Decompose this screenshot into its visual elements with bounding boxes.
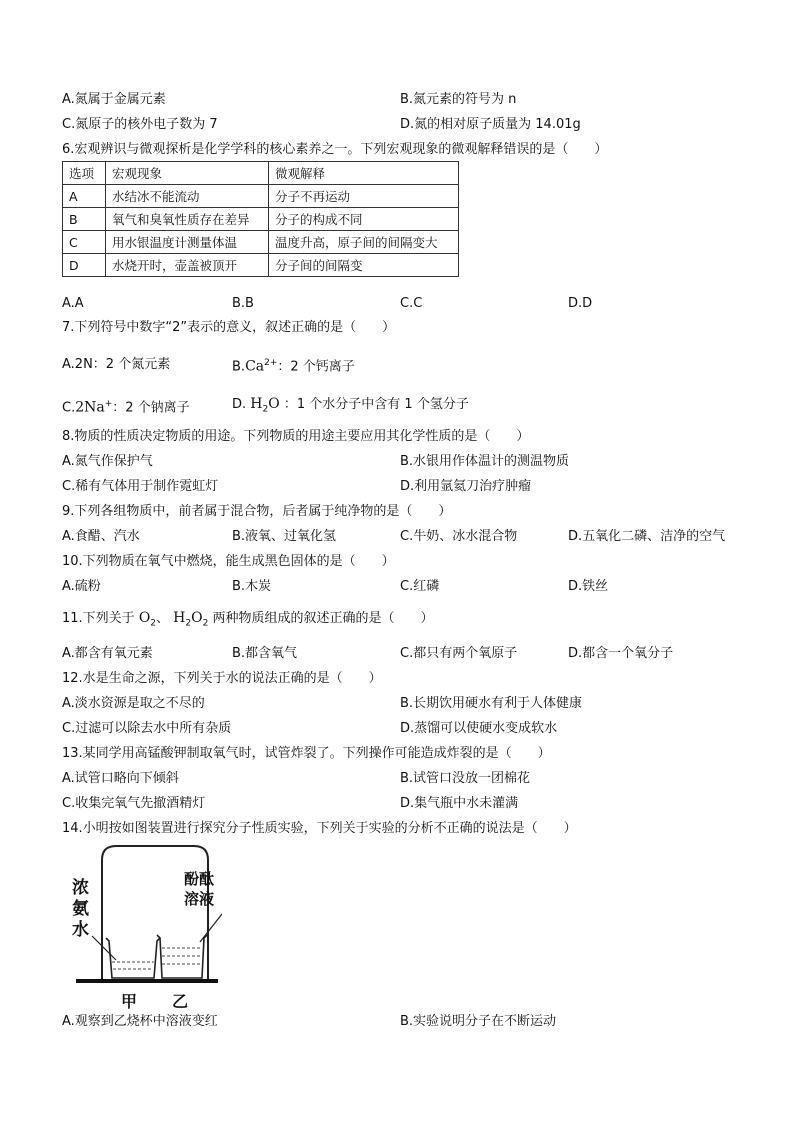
table-row [63, 185, 459, 208]
q8-option-b: B.水银用作体温计的测温物质 [400, 454, 570, 469]
table-cell: C [63, 231, 106, 254]
q7-option-b [232, 354, 355, 376]
q6-option-b: B.B [232, 296, 254, 311]
table-header-cell: 微观解释 [269, 162, 459, 185]
table-row [63, 254, 459, 277]
q7-option-d [232, 395, 469, 419]
q12-option-c: C.过滤可以除去水中所有杂质 [62, 721, 232, 736]
q11-option-b: B.都含氧气 [232, 646, 298, 661]
q9-option-a: A.食醋、汽水 [62, 529, 140, 544]
table-header-row [63, 162, 459, 185]
q8-stem: 8.物质的性质决定物质的用途。下列物质的用途主要应用其化学性质的是（ ） [62, 429, 530, 444]
subscript: 2 [262, 404, 269, 415]
q11-stem [62, 609, 433, 633]
chemical-symbol: H [173, 610, 186, 626]
q10-option-d: D.铁丝 [568, 579, 609, 594]
option-text: ：1 个水分子中含有 1 个氢分子 [283, 397, 469, 412]
table-cell: 温度升高，原子间的间隔变大 [269, 231, 459, 254]
table-cell: 水结冰不能流动 [106, 185, 269, 208]
stem-text: 11.下列关于 [62, 611, 139, 626]
q5-option-a: A.氮属于金属元素 [62, 92, 166, 107]
table-cell: B [63, 208, 106, 231]
q5-option-b: B.氮元素的符号为 n [400, 92, 517, 107]
q12-option-a: A.淡水资源是取之不尽的 [62, 696, 205, 711]
leader-line-left [92, 936, 116, 960]
q13-option-b: B.试管口没放一团棉花 [400, 771, 531, 786]
q12-option-d: D.蒸馏可以使硬水变成软水 [400, 721, 558, 736]
table-cell: 分子的构成不同 [269, 208, 459, 231]
q10-option-a: A.硫粉 [62, 579, 101, 594]
q6-option-a: A.A [62, 296, 84, 311]
table-header-cell: 宏观现象 [106, 162, 269, 185]
q8-option-a: A.氮气作保护气 [62, 454, 153, 469]
chemical-symbol: O [268, 396, 280, 412]
label-beaker-a: 甲 [121, 992, 138, 1011]
table-cell: 水烧开时，壶盖被顶开 [106, 254, 269, 277]
label-phenolphthalein-2: 溶液 [184, 890, 215, 908]
q12-option-b: B.长期饮用硬水有利于人体健康 [400, 696, 583, 711]
q6-stem: 6.宏观辨识与微观探析是化学学科的核心素养之一。下列宏观现象的微观解释错误的是（ ） [62, 142, 608, 157]
label-beaker-b: 乙 [172, 992, 189, 1011]
subscript: 2 [150, 618, 157, 629]
q13-option-c: C.收集完氧气先撤酒精灯 [62, 796, 206, 811]
q12-stem: 12.水是生命之源，下列关于水的说法正确的是（ ） [62, 671, 382, 686]
chemical-symbol: H [250, 396, 263, 412]
chemical-symbol: O [191, 610, 203, 626]
label-phenolphthalein-1: 酚酞 [184, 870, 215, 888]
q8-option-c: C.稀有气体用于制作霓虹灯 [62, 479, 219, 494]
leader-line-right [200, 914, 222, 942]
q7-option-a: A.2N：2 个氮元素 [62, 357, 171, 372]
q10-stem: 10.下列物质在氧气中燃烧，能生成黑色固体的是（ ） [62, 554, 395, 569]
subscript: 2 [185, 618, 192, 629]
molecule-experiment-figure [62, 838, 222, 1016]
q9-option-d: D.五氧化二磷、洁净的空气 [568, 529, 726, 544]
q7-option-c [62, 395, 190, 417]
q11-option-c: C.都只有两个氧原子 [400, 646, 518, 661]
charge-superscript: + [104, 399, 113, 409]
label-ammonia-2: 氨 [72, 899, 89, 919]
q14-option-b: B.实验说明分子在不断运动 [400, 1014, 557, 1029]
chemical-symbol: 2Na [75, 399, 105, 416]
q9-option-c: C.牛奶、冰水混合物 [400, 529, 518, 544]
table-row [63, 231, 459, 254]
q10-option-c: C.红磷 [400, 579, 440, 594]
table-cell: 分子不再运动 [269, 185, 459, 208]
table-cell: 用水银温度计测量体温 [106, 231, 269, 254]
table-cell: D [63, 254, 106, 277]
charge-superscript: 2+ [264, 358, 278, 368]
option-prefix: B. [232, 359, 246, 375]
table-header-cell: 选项 [63, 162, 106, 185]
q8-option-d: D.利用氩氦刀治疗肿瘤 [400, 479, 532, 494]
option-prefix: D. [232, 397, 247, 412]
separator: 、 [156, 611, 174, 626]
q6-option-c: C.C [400, 296, 423, 311]
q14-stem: 14.小明按如图装置进行探究分子性质实验，下列关于实验的分析不正确的说法是（ ） [62, 821, 577, 836]
q10-option-b: B.木炭 [232, 579, 272, 594]
q14-option-a: A.观察到乙烧杯中溶液变红 [62, 1014, 218, 1029]
q5-option-d: D.氮的相对原子质量为 14.01g [400, 117, 581, 132]
stem-text: 两种物质组成的叙述正确的是（ ） [208, 611, 434, 626]
q5-option-c: C.氮原子的核外电子数为 7 [62, 117, 218, 132]
q9-option-b: B.液氧、过氧化氢 [232, 529, 337, 544]
q6-option-d: D.D [568, 296, 593, 311]
q9-stem: 9.下列各组物质中，前者属于混合物，后者属于纯净物的是（ ） [62, 504, 452, 519]
label-ammonia-1: 浓 [72, 878, 89, 898]
option-text: ：2 个钙离子 [277, 359, 355, 375]
table-row [63, 208, 459, 231]
chemical-symbol: O [138, 610, 151, 626]
table-cell: 氧气和臭氧性质存在差异 [106, 208, 269, 231]
table-cell: A [63, 185, 106, 208]
q13-stem: 13.某同学用高锰酸钾制取氧气时，试管炸裂了。下列操作可能造成炸裂的是（ ） [62, 746, 551, 761]
table-cell: 分子间的间隔变 [269, 254, 459, 277]
q13-option-d: D.集气瓶中水未灌满 [400, 796, 519, 811]
chemical-symbol: Ca [245, 358, 265, 375]
label-ammonia-3: 水 [72, 920, 89, 940]
option-text: ：2 个钠离子 [112, 400, 190, 416]
q11-option-a: A.都含有氧元素 [62, 646, 153, 661]
option-prefix: C. [62, 400, 76, 416]
q6-table [62, 161, 459, 277]
q13-option-a: A.试管口略向下倾斜 [62, 771, 179, 786]
q11-option-d: D.都含一个氧分子 [568, 646, 674, 661]
subscript: 2 [202, 618, 209, 629]
q7-stem: 7.下列符号中数字“2”表示的意义，叙述正确的是（ ） [62, 320, 396, 335]
